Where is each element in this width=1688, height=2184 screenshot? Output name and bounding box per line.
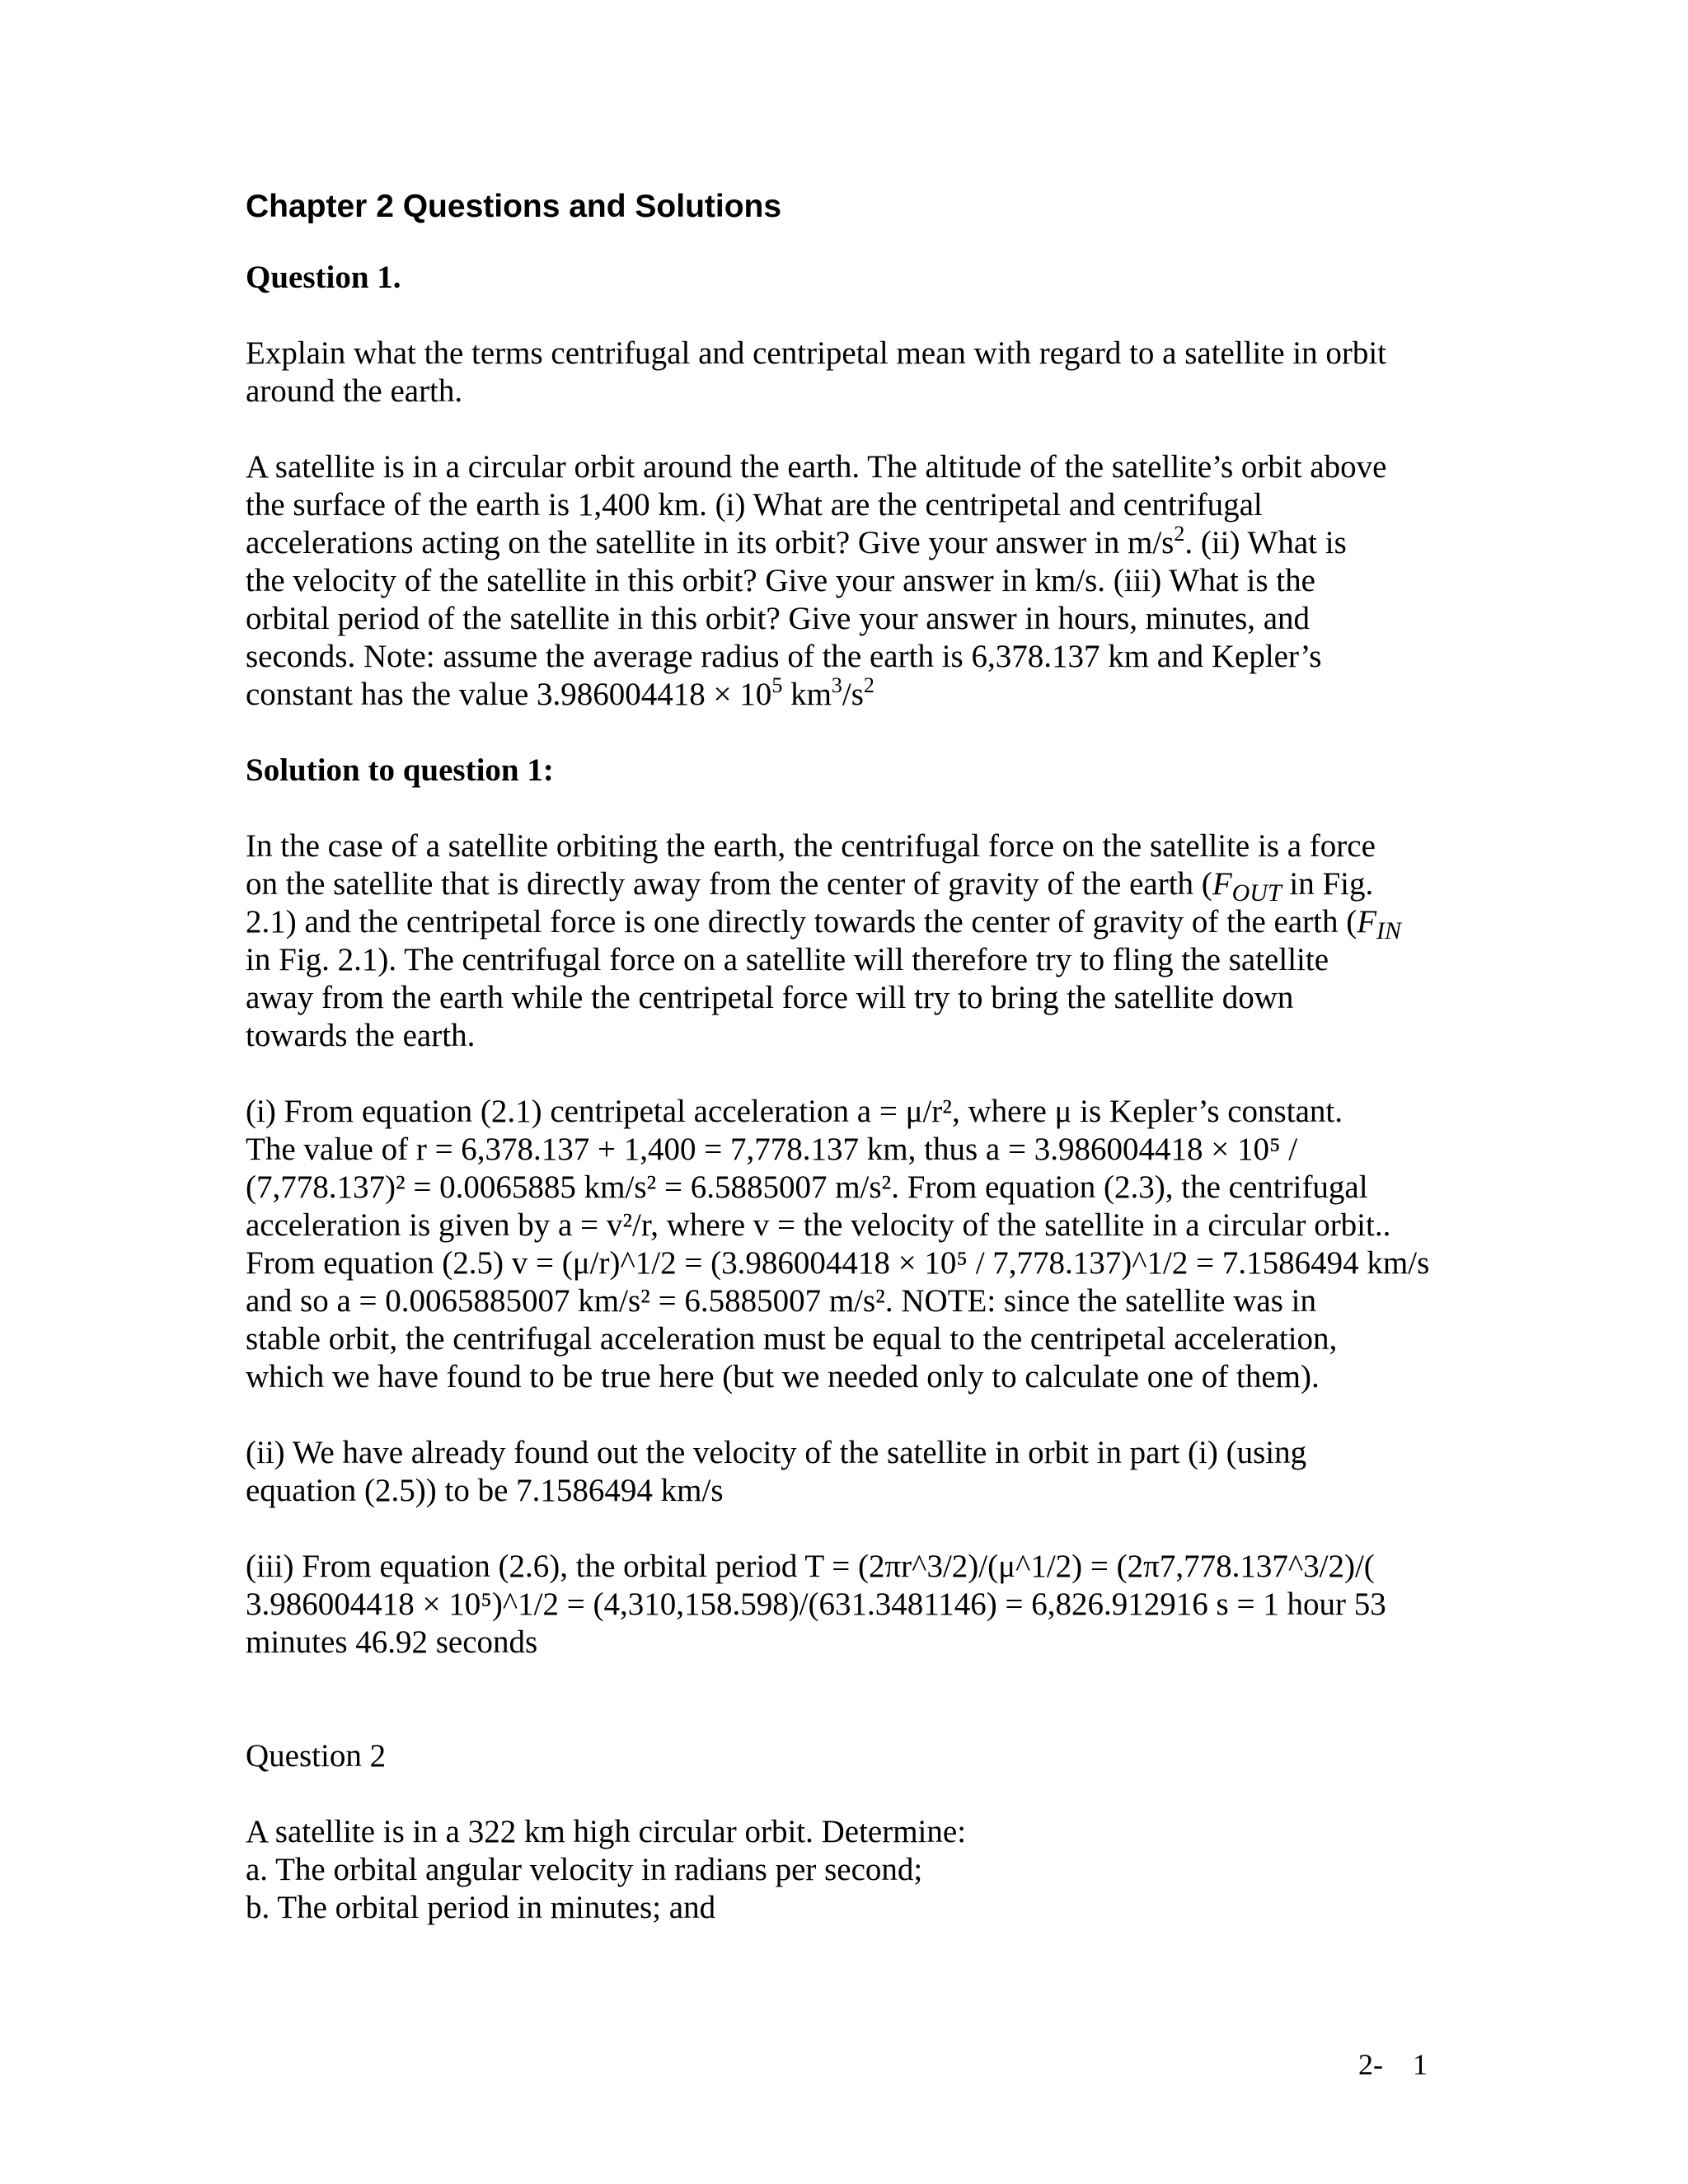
- list-item: a. The orbital angular velocity in radians per second;: [246, 1852, 923, 1887]
- text-line: 3.986004418 × 10⁵)^1/2 = (4,310,158.598)/(631.3481146) = 6,826.912916 s = 1 hour 53: [246, 1586, 1386, 1622]
- math-subscript: OUT: [1231, 879, 1282, 907]
- text-line: towards the earth.: [246, 1018, 476, 1053]
- text-run: . (ii) What is: [1184, 525, 1347, 560]
- text-run: /s: [842, 677, 864, 712]
- text-line: equation (2.5)) to be 7.1586494 km/s: [246, 1473, 724, 1508]
- text-line: In the case of a satellite orbiting the earth, the centrifugal force on the satellite is a force: [246, 828, 1376, 864]
- text-line: minutes 46.92 seconds: [246, 1624, 538, 1660]
- text-line: (iii) From equation (2.6), the orbital period T = (2πr^3/2)/(μ^1/2) = (2π7,778.137^3/2)/(: [246, 1549, 1375, 1584]
- solution-1-heading: Solution to question 1:: [246, 752, 554, 788]
- page-content: [246, 188, 1449, 1965]
- superscript: 3: [831, 673, 842, 697]
- text-run: accelerations acting on the satellite in its orbit? Give your answer in m/s: [246, 525, 1175, 560]
- list-item: b. The orbital period in minutes; and: [246, 1890, 716, 1925]
- text-line: Explain what the terms centrifugal and centripetal mean with regard to a satellite in orbit: [246, 335, 1387, 371]
- text-line: acceleration is given by a = v²/r, where v = the velocity of the satellite in a circular orbit..: [246, 1207, 1391, 1243]
- math-variable: F: [1357, 904, 1377, 940]
- text-line: (ii) We have already found out the velocity of the satellite in orbit in part (i) (using: [246, 1435, 1307, 1470]
- text-line: the velocity of the satellite in this orbit? Give your answer in km/s. (iii) What is the: [246, 563, 1315, 598]
- question-1-heading: Question 1.: [246, 260, 401, 295]
- solution-1-part-i: [246, 1093, 1449, 1396]
- question-2-body: [246, 1813, 1449, 1927]
- text-run: on the satellite that is directly away from the center of gravity of the earth (: [246, 866, 1212, 902]
- text-line: seconds. Note: assume the average radius of the earth is 6,378.137 km and Kepler’s: [246, 639, 1322, 674]
- solution-1-part-ii: [246, 1434, 1449, 1510]
- solution-1-paragraph-1: [246, 827, 1449, 1055]
- text-line: (7,778.137)² = 0.0065885 km/s² = 6.5885007 m/s². From equation (2.3), the centrifugal: [246, 1169, 1368, 1205]
- text-line: A satellite is in a circular orbit around the earth. The altitude of the satellite’s orbit above: [246, 449, 1387, 485]
- text-run: 2.1) and the centripetal force is one directly towards the center of gravity of the earth (: [246, 904, 1357, 940]
- solution-1-part-iii: [246, 1548, 1449, 1661]
- text-line: which we have found to be true here (but we needed only to calculate one of them).: [246, 1359, 1320, 1394]
- text-line: [246, 673, 1449, 714]
- text-line: [246, 903, 1449, 944]
- text-run: constant has the value 3.986004418 × 10: [246, 677, 772, 712]
- superscript: 2: [1174, 522, 1185, 546]
- text-line: stable orbit, the centrifugal acceleration must be equal to the centripetal acceleration,: [246, 1321, 1338, 1357]
- text-line: orbital period of the satellite in this orbit? Give your answer in hours, minutes, and: [246, 601, 1311, 636]
- text-line: around the earth.: [246, 373, 463, 409]
- text-line: and so a = 0.0065885007 km/s² = 6.5885007 m/s². NOTE: since the satellite was in: [246, 1283, 1316, 1319]
- text-line: (i) From equation (2.1) centripetal acceleration a = μ/r², where μ is Kepler’s constant.: [246, 1094, 1343, 1129]
- superscript: 2: [863, 673, 874, 697]
- text-line: The value of r = 6,378.137 + 1,400 = 7,778.137 km, thus a = 3.986004418 × 10⁵ /: [246, 1132, 1298, 1167]
- text-line: away from the earth while the centripetal force will try to bring the satellite down: [246, 980, 1294, 1015]
- text-line: [246, 524, 1449, 562]
- text-line: From equation (2.5) v = (μ/r)^1/2 = (3.986004418 × 10⁵ / 7,778.137)^1/2 = 7.1586494 km/s: [246, 1245, 1430, 1281]
- text-line: the surface of the earth is 1,400 km. (i) What are the centripetal and centrifugal: [246, 487, 1263, 523]
- text-line: [246, 865, 1449, 907]
- question-2-heading: Question 2: [246, 1738, 387, 1774]
- text-run: km: [782, 677, 832, 712]
- chapter-title: Chapter 2 Questions and Solutions: [246, 189, 782, 224]
- text-line: in Fig. 2.1). The centrifugal force on a satellite will therefore try to fling the satellite: [246, 942, 1329, 977]
- math-variable: F: [1212, 866, 1232, 902]
- question-1-paragraph-2: [246, 448, 1449, 714]
- superscript: 5: [771, 673, 783, 697]
- question-1-paragraph-1: [246, 335, 1449, 410]
- subscript: [1376, 917, 1401, 944]
- math-subscript: IN: [1376, 917, 1402, 944]
- text-line: A satellite is in a 322 km high circular orbit. Determine:: [246, 1814, 967, 1849]
- page-number: 2- 1: [1358, 2048, 1428, 2081]
- text-run: in Fig.: [1281, 866, 1374, 902]
